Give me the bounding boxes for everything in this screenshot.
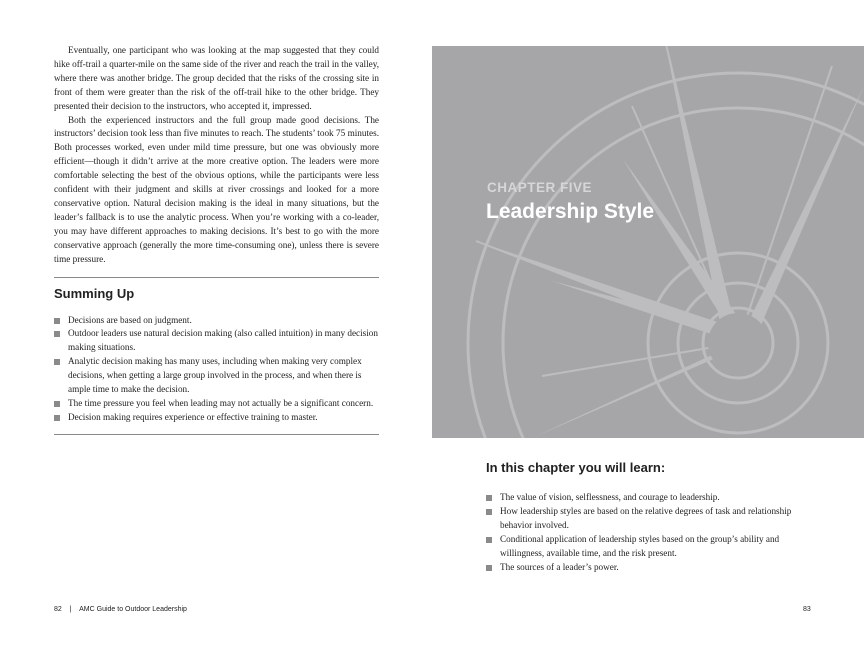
list-item bbox=[54, 355, 379, 397]
bullet-square-icon bbox=[54, 359, 60, 365]
left-footer bbox=[54, 606, 187, 613]
page-number: 83 bbox=[803, 606, 811, 613]
list-item-text: Decision making requires experience or effective training to master. bbox=[68, 411, 318, 422]
list-item-text: How leadership styles are based on the relative degrees of task and relationship behavior involved. bbox=[500, 505, 792, 530]
list-item bbox=[54, 411, 379, 425]
section-divider bbox=[54, 277, 379, 278]
chapter-label: CHAPTER FIVE bbox=[487, 180, 593, 195]
list-item-text: The sources of a leader’s power. bbox=[500, 561, 619, 572]
chapter-objectives bbox=[486, 460, 801, 574]
list-item bbox=[54, 314, 379, 328]
objectives-list bbox=[486, 491, 801, 574]
compass-rose-icon bbox=[432, 46, 864, 438]
list-item-text: Outdoor leaders use natural decision making (also called intuition) in many decision making situations. bbox=[68, 328, 378, 353]
bullet-square-icon bbox=[54, 401, 60, 407]
bullet-square-icon bbox=[54, 318, 60, 324]
list-item bbox=[54, 327, 379, 355]
summing-up-heading: Summing Up bbox=[54, 285, 135, 301]
list-item-text: Conditional application of leadership styles based on the group’s ability and willingness, available time, and the risk present. bbox=[500, 533, 780, 558]
bullet-square-icon bbox=[486, 509, 492, 515]
list-item bbox=[486, 491, 801, 505]
bullet-square-icon bbox=[54, 331, 60, 337]
bullet-square-icon bbox=[486, 565, 492, 571]
right-footer bbox=[803, 606, 811, 613]
chapter-title: Leadership Style bbox=[486, 200, 655, 223]
summing-up-list bbox=[54, 314, 379, 425]
list-item bbox=[486, 561, 801, 575]
left-page bbox=[54, 44, 379, 435]
list-item bbox=[486, 533, 801, 561]
list-item-text: Decisions are based on judgment. bbox=[68, 314, 192, 325]
body-paragraph: Both the experienced instructors and the full group made good decisions. The instructors’ decision took less than five minutes to reach. The students’ took 75 minutes. Both processes worked, even under mild time pressure, but one was obviously more efficient—though it didn’t arrive at the more creative option. The leaders were more comfortable selecting the best of the obvious options, while the participants were less confident with their judgment and skills at river crossings and looked for a more conservative option. Natural decision making is the ideal in many situations, but the leader’s fallback is to use the analytic process. When you’re working with a co-leader, you may have different approaches to making decisions. It’s best to go with the more conservative approach (generally the more time-consuming one), unless there is severe time pressure. bbox=[54, 114, 379, 264]
list-item-text: The time pressure you feel when leading may not actually be a significant concern. bbox=[68, 397, 374, 408]
list-item-text: The value of vision, selflessness, and courage to leadership. bbox=[500, 492, 720, 502]
bullet-square-icon bbox=[54, 415, 60, 421]
list-item bbox=[54, 397, 379, 411]
chapter-opener-panel bbox=[432, 46, 864, 438]
bullet-square-icon bbox=[486, 495, 492, 501]
running-title: AMC Guide to Outdoor Leadership bbox=[79, 606, 187, 613]
bullet-square-icon bbox=[486, 537, 492, 543]
section-divider bbox=[54, 434, 379, 435]
list-item-text: Analytic decision making has many uses, including when making very complex decisions, when getting a large group involved in the process, and when there is ample time to make the decision. bbox=[68, 356, 362, 395]
objectives-heading: In this chapter you will learn: bbox=[486, 460, 666, 475]
footer-separator: | bbox=[69, 606, 72, 613]
list-item bbox=[486, 505, 801, 533]
page-number: 82 bbox=[54, 606, 62, 613]
body-paragraph: Eventually, one participant who was looking at the map suggested that they could hike off-trail a quarter-mile on the same side of the river and reach the trail in the valley, where there was another bridge. The group decided that the risks of the crossing site in front of them were greater than the risk of the off-trail hike to the other bridge. They presented their decision to the instructors, who accepted it, impressed. bbox=[54, 45, 379, 111]
